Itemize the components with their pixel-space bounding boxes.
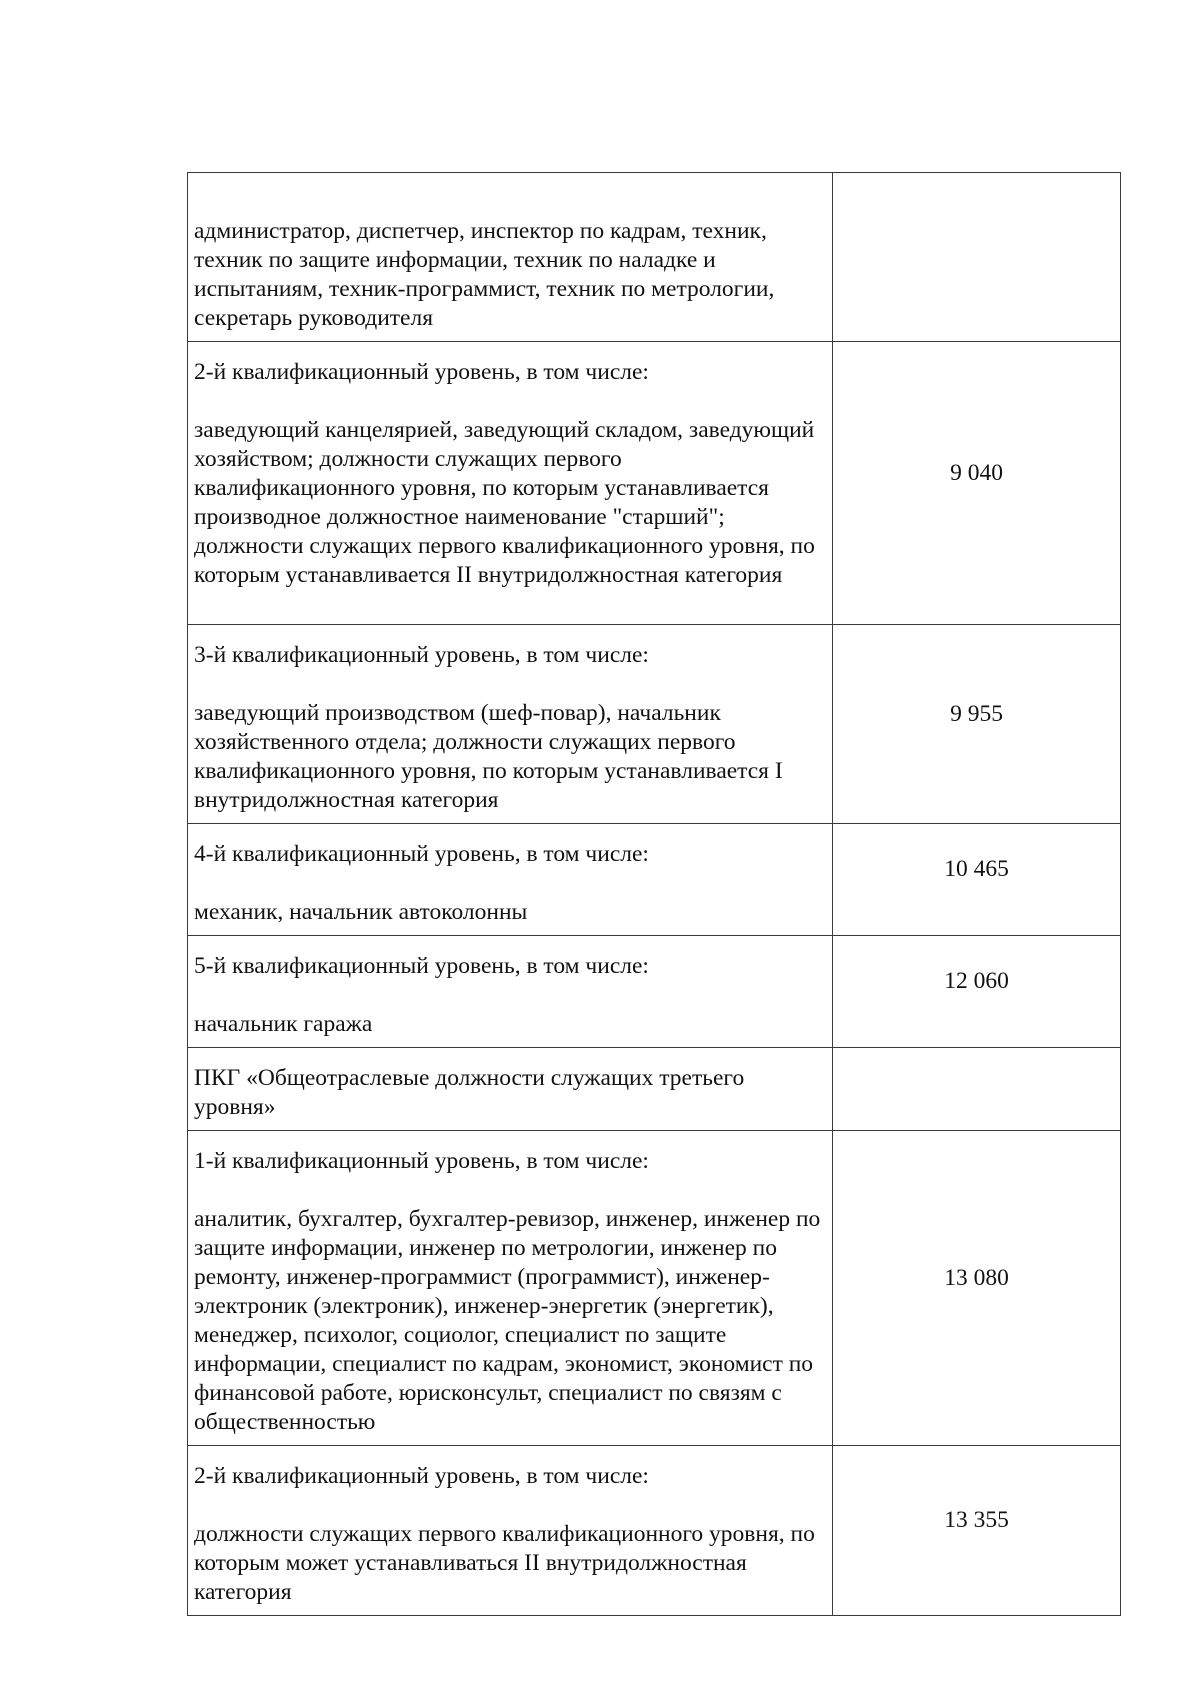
position-cell (188, 936, 833, 1048)
salary-cell (833, 936, 1121, 1048)
group-title: ПКГ «Общеотраслевые должности служащих третьего уровня» (194, 1065, 745, 1120)
qualification-level: 2-й квалификационный уровень, в том числе: (194, 1463, 649, 1489)
salary-value: 9 040 (950, 459, 1003, 486)
position-description: начальник гаража (194, 1011, 373, 1037)
position-cell (188, 173, 833, 342)
salary-cell (833, 1446, 1121, 1616)
salary-cell (833, 1131, 1121, 1446)
table-row (188, 1048, 1121, 1131)
table-row (188, 625, 1121, 824)
position-cell (188, 1446, 833, 1616)
table-row (188, 1446, 1121, 1616)
table-row (188, 173, 1121, 342)
salary-cell (833, 173, 1121, 342)
position-cell (188, 342, 833, 625)
position-cell (188, 625, 833, 824)
position-description: заведующий канцелярией, заведующий складом, заведующий хозяйством; должности служащих первого квалификационного уровня, по которым устанавливается производное должностное наименование "старший"; должности служащих первого квалификационного уровня, по которым устанавливается II внутридолжностная категория (194, 417, 815, 588)
salary-table (187, 172, 1121, 1616)
salary-value: 9 955 (950, 700, 1003, 727)
qualification-level: 1-й квалификационный уровень, в том числе: (194, 1148, 649, 1174)
salary-value: 13 080 (944, 1264, 1009, 1291)
salary-cell (833, 1048, 1121, 1131)
qualification-level: 4-й квалификационный уровень, в том числе: (194, 841, 649, 867)
position-description: механик, начальник автоколонны (194, 899, 528, 925)
salary-cell (833, 342, 1121, 625)
position-description: заведующий производством (шеф-повар), начальник хозяйственного отдела; должности служащих первого квалификационного уровня, по которым устанавливается I внутридолжностная категория (194, 700, 783, 813)
position-description: аналитик, бухгалтер, бухгалтер-ревизор, инженер, инженер по защите информации, инженер по метрологии, инженер по ремонту, инженер-программист (программист), инженер-электроник (электроник), инженер-энергетик (энергетик), менеджер, психолог, социолог, специалист по защите информации, специалист по кадрам, экономист, экономист по финансовой работе, юрисконсульт, специалист по связям с общественностью (194, 1206, 821, 1435)
salary-cell (833, 824, 1121, 936)
position-cell (188, 1131, 833, 1446)
table-row (188, 824, 1121, 936)
salary-value: 10 465 (944, 856, 1009, 882)
qualification-level: 3-й квалификационный уровень, в том числе: (194, 642, 649, 668)
salary-value: 12 060 (944, 968, 1009, 994)
table-row (188, 936, 1121, 1048)
position-cell (188, 824, 833, 936)
salary-value: 13 355 (944, 1507, 1009, 1533)
table-row (188, 342, 1121, 625)
position-description: должности служащих первого квалификационного уровня, по которым может устанавливаться II внутридолжностная категория (194, 1521, 815, 1605)
group-header-cell (188, 1048, 833, 1131)
qualification-level: 2-й квалификационный уровень, в том числе: (194, 359, 649, 385)
position-description: администратор, диспетчер, инспектор по кадрам, техник, техник по защите информации, техник по наладке и испытаниям, техник-программист, техник по метрологии, секретарь руководителя (194, 218, 775, 331)
qualification-level: 5-й квалификационный уровень, в том числе: (194, 953, 649, 979)
salary-cell (833, 625, 1121, 824)
table-row (188, 1131, 1121, 1446)
